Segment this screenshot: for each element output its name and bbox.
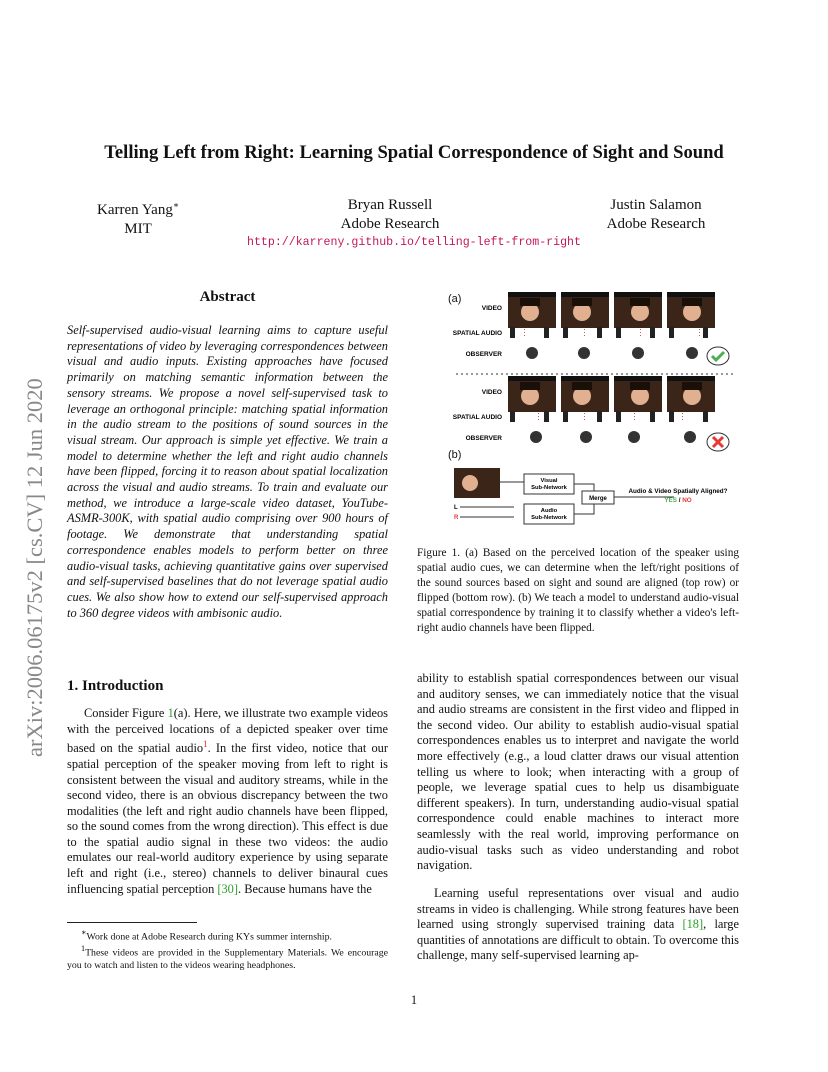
svg-text:︙: ︙ — [636, 328, 646, 338]
video-frame — [508, 376, 556, 412]
intro-text: Learning useful representations over visual and audio streams in video is challenging. While strong features have been learned using strongly supervised training data — [417, 886, 739, 932]
video-frame — [561, 292, 609, 328]
arxiv-stamp-text: arXiv:2006.06175v2 [cs.CV] 12 Jun 2020 — [22, 378, 47, 757]
author-3-affiliation: Adobe Research — [606, 216, 706, 232]
row-label-video: VIDEO — [481, 389, 502, 396]
intro-text: Consider Figure — [84, 706, 168, 720]
abstract-heading: Abstract — [199, 289, 256, 305]
author-2-name: Bryan Russell — [347, 197, 433, 213]
alignment-question: Audio & Video Spatially Aligned? — [628, 488, 728, 495]
left-channel-label: L — [454, 505, 458, 511]
yes-no-answer: YES / NO — [664, 497, 692, 504]
paper-title: Telling Left from Right: Learning Spatial Correspondence of Sight and Sound — [104, 142, 724, 163]
intro-text: ability to establish spatial correspondences between our visual and auditory senses, we can immediately notice that the visual and audio streams are consistent in the first video and flipped in the second video. Our ability to establish audio-visual spatial correspondences enables us to interpret and navigate the world more effectively (e.g., a loud clatter draws our visual attention telling us where to look; when interacting with a group of people, we leverage spatial cues to help us disambiguate different speakers). In turn, understanding audio-visual spatial correspondence could enable machines to interact more seamlessly with the real world, improving performance on audio-visual tasks such as video understanding and robot navigation. — [417, 671, 739, 873]
observer-head-icon — [684, 431, 696, 443]
footnote-text: These videos are provided in the Supplementary Materials. We encourage you to watch and listen to the videos wearing headphones. — [67, 947, 388, 971]
figure-1-caption: Figure 1. (a) Based on the perceived location of the speaker using spatial audio cues, we can determine when the left/right positions of the sound sources based on sight and sound are aligned (top row) or flipped (bottom row). (b) We teach a model to understand audio-visual spatial correspondence by training it to classify whether a video's left-right audio channels have been flipped. — [417, 547, 739, 635]
observer-head-icon — [526, 347, 538, 359]
row-label-observer: OBSERVER — [465, 351, 502, 358]
citation-link[interactable]: [30] — [217, 881, 239, 896]
speaker-icon — [563, 327, 602, 338]
video-frame — [667, 292, 715, 328]
figure-ref-link[interactable]: 1 — [167, 706, 174, 720]
row-label-video: VIDEO — [481, 305, 502, 312]
speaker-icon — [563, 411, 602, 422]
author-2-affiliation: Adobe Research — [340, 216, 440, 232]
intro-paragraph-1 — [67, 706, 388, 897]
footnote-mark: 1 — [81, 944, 86, 954]
svg-text:︙: ︙ — [695, 328, 705, 338]
visual-subnetwork-box — [524, 474, 574, 494]
speaker-icon — [616, 327, 655, 338]
intro-text: , large quantities of annotations are difficult to obtain. To overcome this challenge, many self-supervised learning ap- — [417, 917, 739, 963]
model-diagram — [454, 468, 728, 524]
row-label-spatial-audio: SPATIAL AUDIO — [452, 414, 502, 421]
right-channel-label: R — [454, 515, 459, 521]
citation-link[interactable]: [18] — [682, 917, 704, 932]
footnote-ref-link[interactable]: 1 — [203, 739, 208, 750]
observer-head-icon — [580, 431, 592, 443]
abstract-text: Self-supervised audio-visual learning aims to capture useful representations of video by leveraging correspondences between visual and audio inputs. Existing approaches have focused primarily on matching semantic information between the sensory streams. We propose a novel self-supervised task to leverage an orthogonal principle: matching spatial information in the audio stream to the positions of sound sources in the visual stream. Our approach is simple yet effective. We train a model to determine whether the left and right audio channels have been flipped, forcing it to reason about spatial localization across the visual and audio streams. To train and evaluate our method, we introduce a large-scale video dataset, YouTube-ASMR-300K, with spatial audio comprising over 900 hours of footage. We demonstrate that understanding spatial correspondence enables models to perform better on three audio-visual tasks, achieving quantitative gains over supervised and self-supervised baselines that do not leverage spatial audio cues. We also show how to extend our self-supervised approach to 360 degree videos with ambisonic audio. — [67, 323, 388, 620]
row-label-spatial-audio: SPATIAL AUDIO — [452, 330, 502, 337]
intro-text: . In the first video, notice that our spatial perception of the speaker moving from left to right is consistent between the visual and auditory streams, while in the second video, there is an obvious discrepancy between the two modalities (the left and right audio channels have been flipped, so the sound comes from the wrong direction). This effect is due to the spatial audio signal in these two videos: the audio emulates our real-world auditory experience by using separate left and right (i.e., stereo) channels to deliver binaural cues influencing spatial perception — [67, 741, 388, 896]
svg-text:︙: ︙ — [520, 328, 530, 338]
speaker-icon — [669, 411, 708, 422]
observer-head-icon — [530, 431, 542, 443]
intro-text: . Because humans have the — [238, 881, 372, 896]
panel-a-label: (a) — [448, 293, 462, 305]
video-frame — [614, 292, 662, 328]
author-1 — [76, 196, 200, 239]
svg-text:︙: ︙ — [678, 412, 688, 422]
footnote-text: Work done at Adobe Research during KYs summer internship. — [86, 931, 332, 943]
author-1-name: Karren Yang — [97, 202, 173, 218]
svg-text:︙: ︙ — [580, 412, 590, 422]
svg-text:︙: ︙ — [630, 412, 640, 422]
observer-head-icon — [686, 347, 698, 359]
footnotes — [67, 927, 388, 972]
page-number: 1 — [410, 993, 418, 1007]
observer-head-icon — [632, 347, 644, 359]
author-2 — [320, 196, 460, 234]
video-frame — [667, 376, 715, 412]
svg-text:︙: ︙ — [580, 328, 590, 338]
video-frame — [614, 376, 662, 412]
figure-1-graphic — [446, 290, 746, 530]
project-url[interactable]: http://karreny.github.io/telling-left-from-right — [247, 236, 581, 249]
observer-head-icon — [578, 347, 590, 359]
arxiv-stamp — [8, 290, 52, 760]
intro-paragraph-2 — [417, 671, 739, 874]
figure-1 — [446, 290, 746, 530]
visual-subnetwork-label: Visual Sub-Network — [531, 478, 567, 491]
video-frame — [561, 376, 609, 412]
author-3 — [588, 196, 724, 234]
row-label-observer: OBSERVER — [465, 435, 502, 442]
merge-label: Merge — [589, 496, 607, 502]
audio-subnetwork-box — [524, 504, 574, 524]
author-3-name: Justin Salamon — [610, 197, 702, 213]
svg-text:︙: ︙ — [534, 412, 544, 422]
speaker-icon — [616, 411, 655, 422]
panel-b-label: (b) — [448, 449, 462, 461]
check-icon — [707, 347, 729, 365]
author-1-affiliation: MIT — [124, 221, 152, 237]
video-frame — [508, 292, 556, 328]
cross-icon — [707, 433, 729, 451]
observer-head-icon — [628, 431, 640, 443]
speaker-icon — [510, 327, 549, 338]
author-1-mark: ∗ — [172, 200, 179, 210]
footnote-2 — [67, 943, 388, 971]
speaker-icon — [510, 411, 549, 422]
aligned-example — [453, 292, 729, 365]
intro-heading: 1. Introduction — [67, 678, 164, 694]
intro-paragraph-3 — [417, 886, 739, 964]
input-video-thumbnail — [454, 468, 500, 498]
flipped-example — [453, 376, 729, 451]
speaker-icon — [669, 327, 708, 338]
intro-text: (a). Here, we illustrate two example videos with the perceived locations of a depicted speaker over time based on the spatial audio — [67, 706, 388, 756]
footnote-mark: ∗ — [81, 928, 87, 937]
footnote-1 — [67, 927, 388, 943]
audio-subnetwork-label: Audio Sub-Network — [531, 508, 567, 521]
footnote-rule — [67, 922, 197, 923]
